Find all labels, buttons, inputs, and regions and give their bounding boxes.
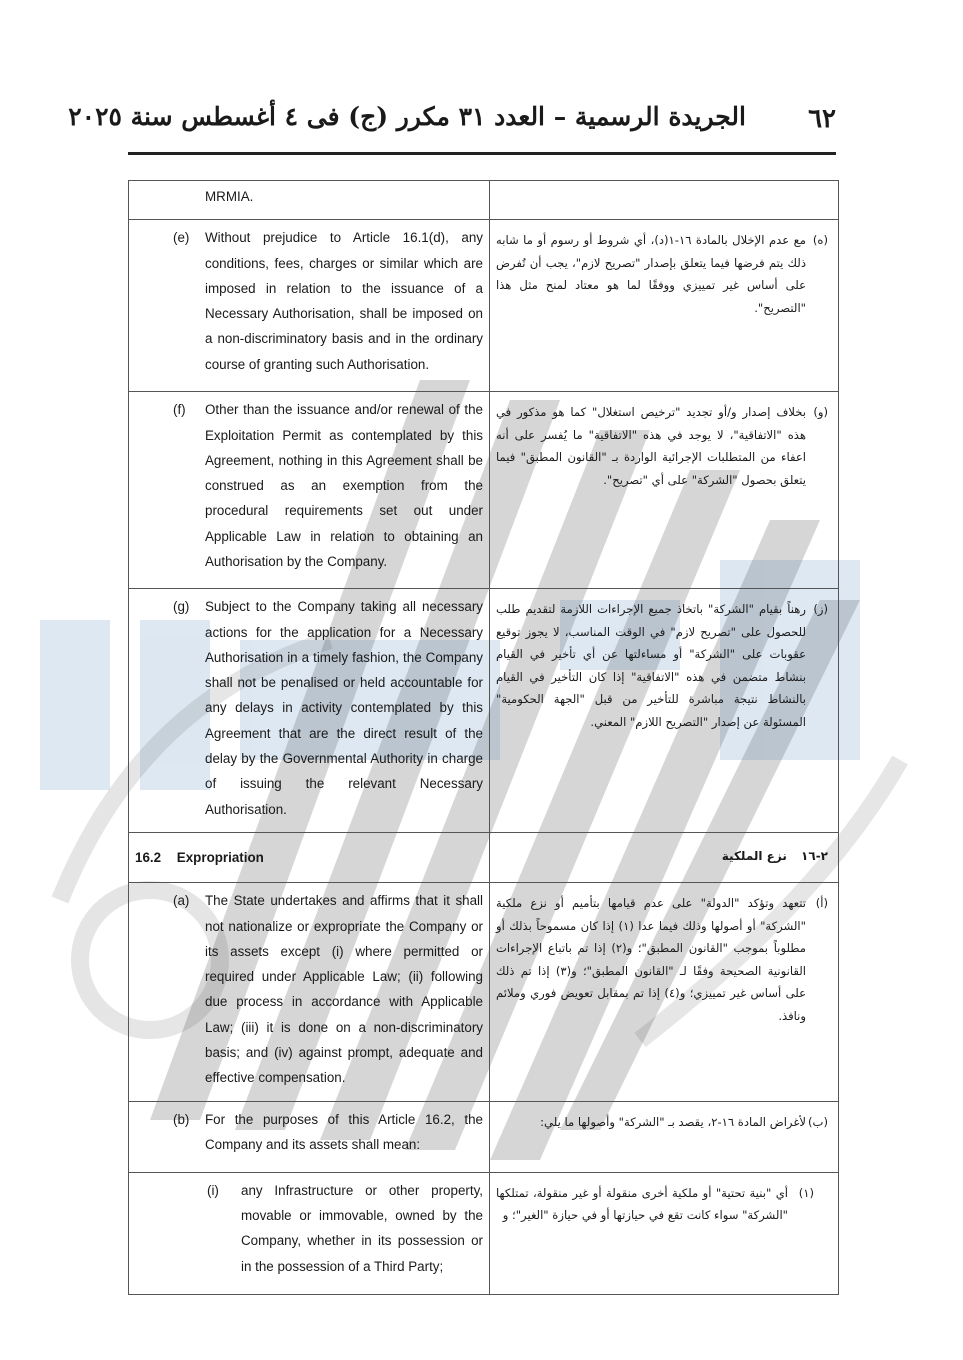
page-number: ٦٢ xyxy=(808,104,836,134)
section-heading-cell-ar xyxy=(490,832,839,882)
section-number: 16.2 xyxy=(135,849,162,865)
english-cell xyxy=(129,220,490,392)
clause-marker: (g) xyxy=(173,599,190,615)
clause-marker: (e) xyxy=(173,230,190,246)
english-cell xyxy=(129,1101,490,1172)
table-row xyxy=(129,181,839,220)
clause-text: Subject to the Company taking all necessary actions for the application for a Necessary Authorisation in a timely fashion, the Company shall not be penalised or held accountable for any delays in activity contemplated by this Agreement that are the direct result of the delay by the Governmental Authority in charge of issuing the relevant Necessary Authorisation. xyxy=(205,599,483,817)
clause-text: any Infrastructure or other property, movable or immovable, owned by the Company, whether in its possession or in the possession of a Third Party; xyxy=(241,1182,483,1274)
table-row xyxy=(129,220,839,392)
table-row xyxy=(129,392,839,589)
gazette-title: الجريدة الرسمية – العدد ٣١ مكرر (ج) فى ٤ أغسطس سنة ٢٠٢٥ xyxy=(68,102,746,131)
table-row xyxy=(129,1101,839,1172)
table-row xyxy=(129,832,839,882)
clause-marker: (b) xyxy=(173,1111,190,1127)
section-heading-ar: نزع الملكية xyxy=(721,848,787,863)
clause-text: Other than the issuance and/or renewal of the Exploitation Permit as contemplated by this Agreement, nothing in this Agreement shall be construed as an exemption from the procedural requirements set out under Applicable Law in relation to obtaining an Authorisation by the Company. xyxy=(205,402,483,570)
clause-marker-ar: (ب) xyxy=(808,1114,828,1129)
clause-text: For the purposes of this Article 16.2, the Company and its assets shall mean: xyxy=(205,1111,483,1152)
english-cell xyxy=(129,181,490,220)
page-header xyxy=(68,96,836,142)
arabic-cell xyxy=(490,589,839,833)
section-heading: Expropriation xyxy=(176,849,264,865)
clause-text-ar: مع عدم الإخلال بالمادة ١٦-١(د)، أي شروط أو رسوم أو ما شابه ذلك يتم فرضها فيما يتعلق بإصدار "تصريح لازم"، يجب أن تُفرض على أساس غير تمييزي ووفقًا لما هو معتاد لمنح مثل هذا "التصريح". xyxy=(496,233,806,315)
clause-marker-ar: (و) xyxy=(813,405,828,420)
section-heading-cell xyxy=(129,832,490,882)
clause-text-ar: رهناً بقيام "الشركة" باتخاذ جميع الإجراءات اللازمة لتقديم طلب للحصول على "تصريح لازم" في الوقت المناسب، لا يجوز توقيع عقوبات على "الشركة" أو مساءلتها عن أي تأخير في القيام بنشاط متضمن في هذه "الاتفاقية" إذا كان التأخير في القيام بالنشاط نتيجة مباشرة للتأخير من قبل "الجهة الحكومية" المسئولة عن إصدار "التصريح اللازم" المعني. xyxy=(496,602,806,729)
arabic-cell xyxy=(490,1101,839,1172)
bilingual-table xyxy=(128,180,839,1295)
clause-marker: (i) xyxy=(207,1182,219,1198)
english-cell xyxy=(129,392,490,589)
section-number-ar: ٢-١٦ xyxy=(801,848,828,863)
header-rule xyxy=(128,152,836,155)
clause-marker: (f) xyxy=(173,402,186,418)
arabic-cell xyxy=(490,1172,839,1294)
clause-text-ar: بخلاف إصدار و/أو تجديد "ترخيص استغلال" كما هو مذكور في هذه "الاتفاقية"، لا يوجد في هذه "الاتفاقية" ما يُفسر على أنه اعفاء من المتطلبات الإجرائية الواردة بـ "القانون المطبق" فيما يتعلق بحصول "الشركة" على أي "تصريح". xyxy=(496,405,806,487)
clause-marker-ar: (ز) xyxy=(813,602,828,617)
clause-text-ar: تتعهد وتؤكد "الدولة" على عدم قيامها بتأميم أو نزع ملكية "الشركة" أو أصولها وذلك فيما عدا (١) إذا كان مسموحاً بذلك أو مطلوباً بموجب "القانون المطبق"؛ و(٢) إذا تم باتباع الإجراءات القانونية الصحيحة وفقًا لـ "القانون المطبق"؛ و(٣) إذا تم ذلك على أساس غير تمييزي؛ و(٤) إذا تم بمقابل تعويض فوري وملائم ونافذ. xyxy=(496,896,806,1023)
clause-marker-ar: (أ) xyxy=(815,896,828,911)
arabic-cell xyxy=(490,883,839,1101)
clause-text: MRMIA. xyxy=(205,189,254,204)
arabic-cell xyxy=(490,392,839,589)
table-row xyxy=(129,589,839,833)
arabic-cell xyxy=(490,220,839,392)
english-cell xyxy=(129,589,490,833)
table-row xyxy=(129,883,839,1101)
clause-text: The State undertakes and affirms that it shall not nationalize or expropriate the Company or its assets except (i) where permitted or required under Applicable Law; (ii) following due process in accordance with Applicable Law; (iii) it is done on a non-discriminatory basis; and (iv) against prompt, adequate and effective compensation. xyxy=(205,893,483,1086)
clause-text-ar: لأغراض المادة ١٦-٢، يقصد بـ "الشركة" وأصولها ما يلي: xyxy=(540,1114,806,1129)
arabic-cell xyxy=(490,181,839,220)
clause-marker-ar: (١) xyxy=(798,1185,814,1200)
english-cell xyxy=(129,1172,490,1294)
clause-text: Without prejudice to Article 16.1(d), any conditions, fees, charges or similar which are imposed in relation to the issuance of a Necessary Authorisation, shall be imposed on a non-discriminatory basis and in the ordinary course of granting such Authorisation. xyxy=(205,230,483,372)
english-cell xyxy=(129,883,490,1101)
table-row xyxy=(129,1172,839,1294)
clause-marker-ar: (ه) xyxy=(812,233,828,248)
clause-text-ar: أي "بنية تحتية" أو ملكية أخرى منقولة أو غير منقولة، تمتلكها "الشركة" سواء كانت تقع في حيازتها أو في حيازة "الغير"؛ و xyxy=(496,1185,788,1223)
clause-marker: (a) xyxy=(173,893,190,909)
